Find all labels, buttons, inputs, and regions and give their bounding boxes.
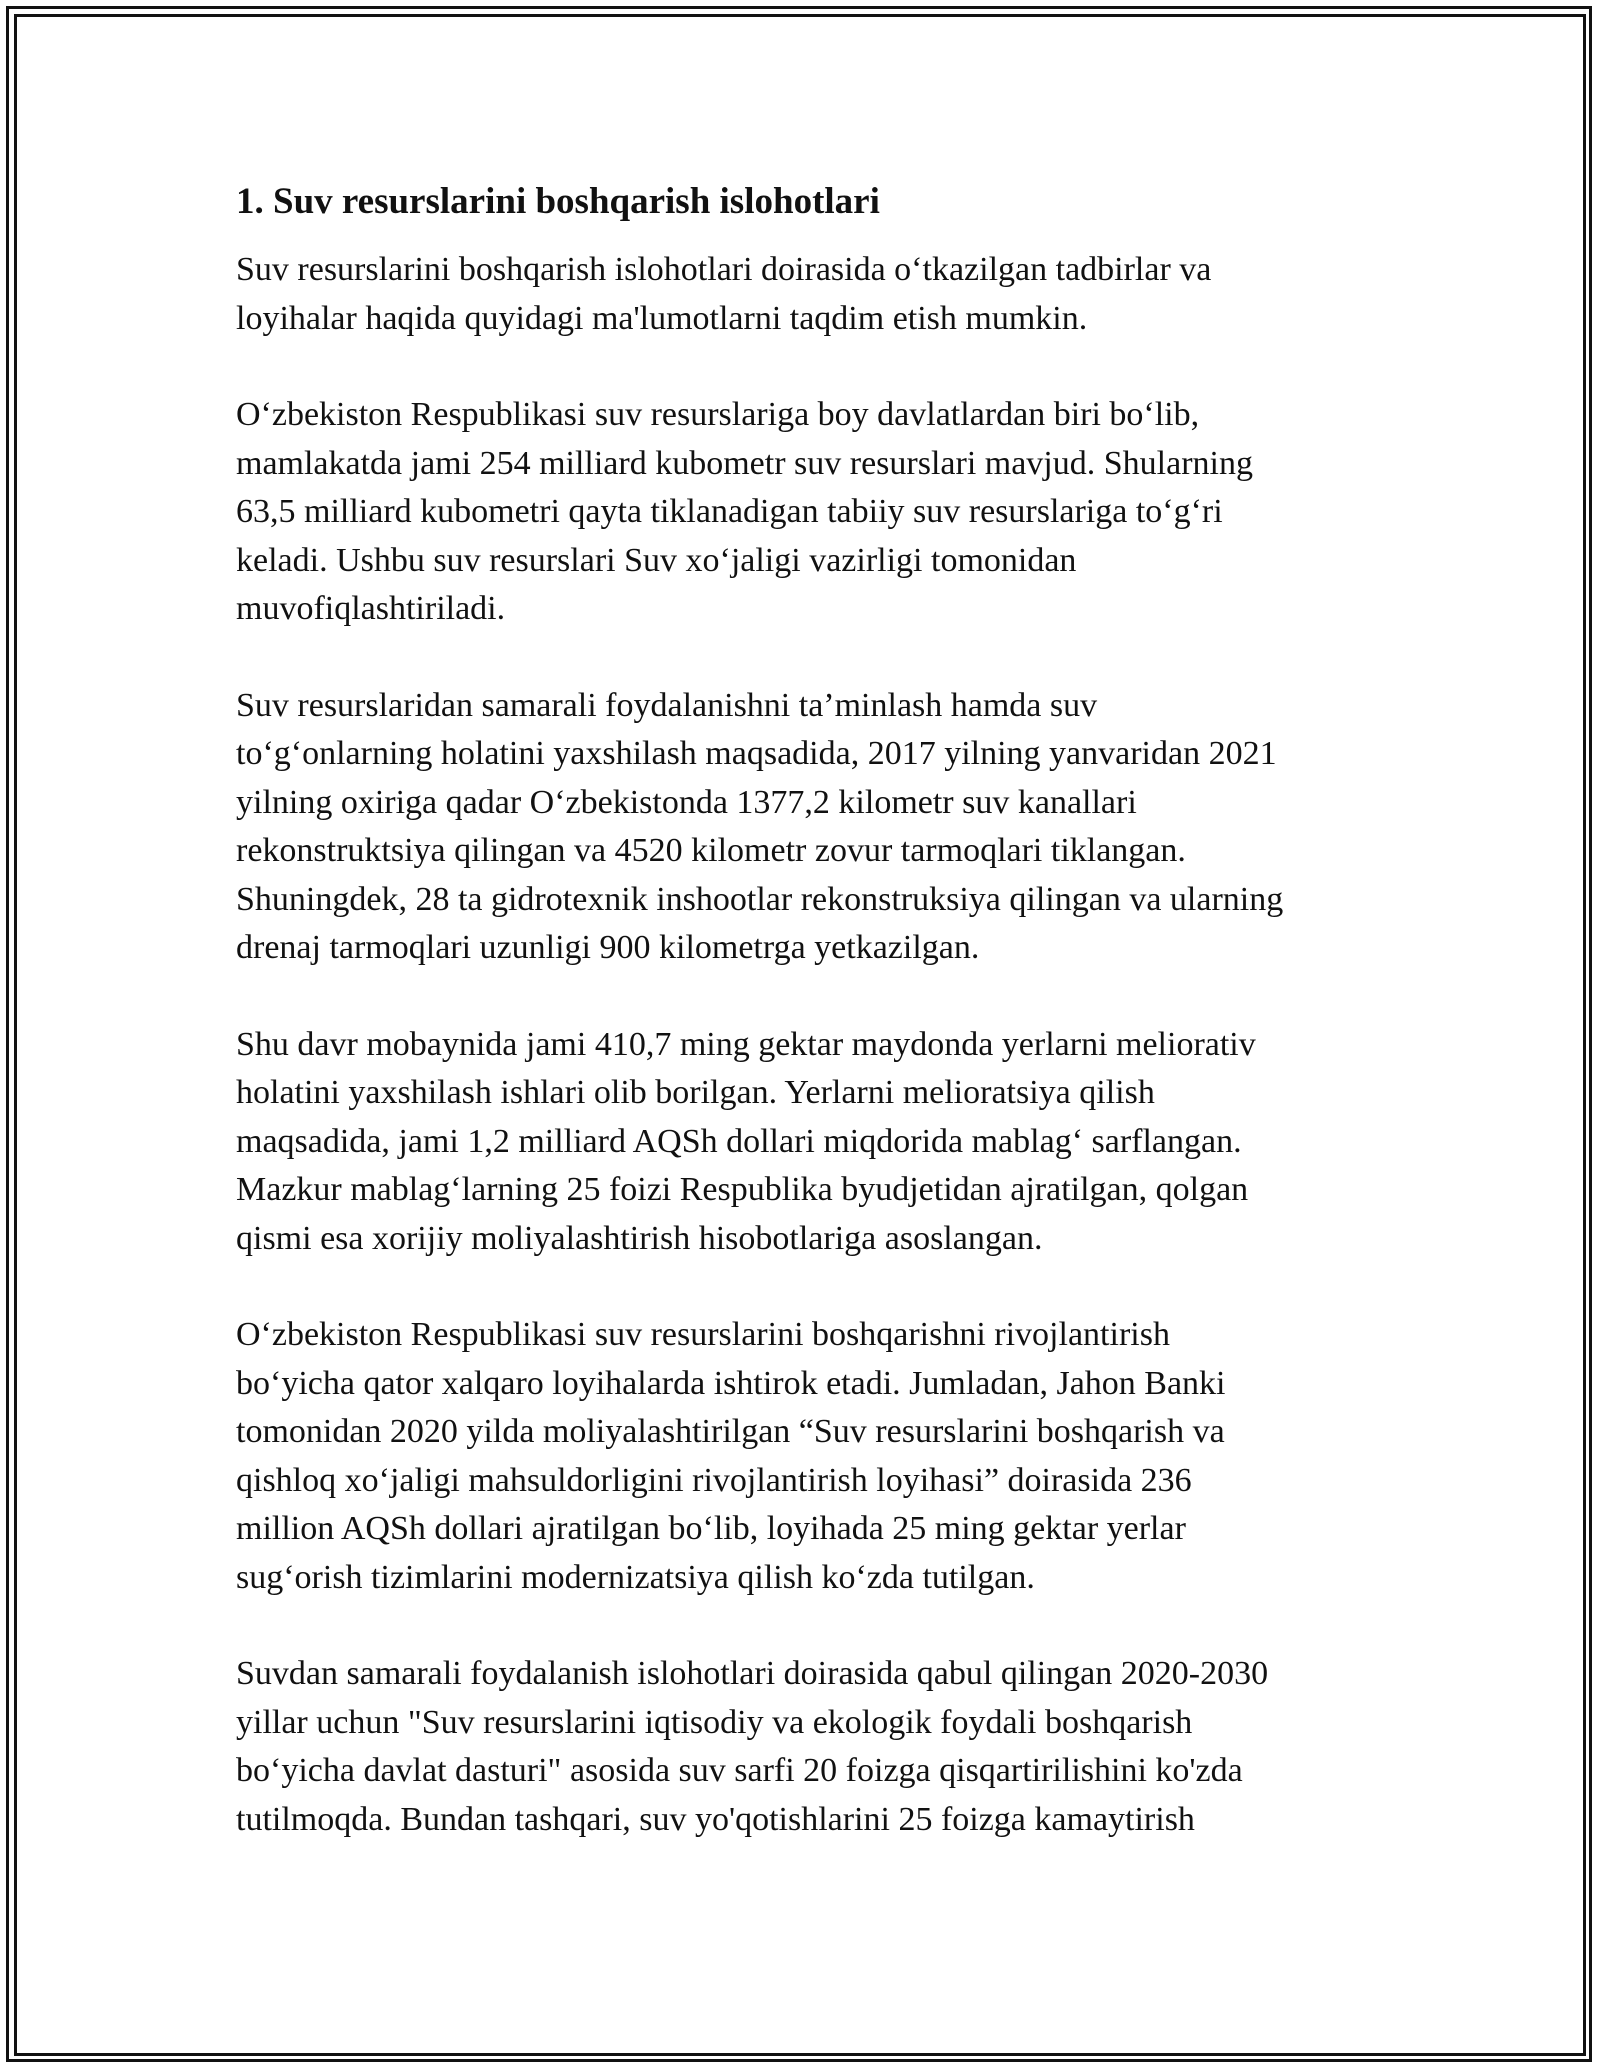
- text-line: Suvdan samarali foydalanish islohotlari doirasida qabul qilingan 2020-2030: [236, 1655, 1269, 1692]
- text-line: yilning oxiriga qadar O‘zbekistonda 1377,2 kilometr suv kanallari: [236, 783, 1137, 821]
- paragraph-water-resources: [236, 391, 1396, 634]
- section-heading: 1. Suv resurslarini boshqarish islohotlari: [236, 181, 880, 222]
- text-line: Mazkur mablag‘larning 25 foizi Respublika byudjetidan ajratilgan, qolgan: [236, 1171, 1249, 1208]
- text-line: sug‘orish tizimlarini modernizatsiya qilish ko‘zda tutilgan.: [236, 1558, 1035, 1596]
- text-line: mamlakatda jami 254 milliard kubometr suv resurslari mavjud. Shularning: [236, 444, 1253, 482]
- paragraph-canals-reconstruction: [236, 682, 1396, 973]
- text-line: keladi. Ushbu suv resurslari Suv xo‘jaligi vazirligi tomonidan: [236, 541, 1077, 579]
- text-line: Shuningdek, 28 ta gidrotexnik inshootlar rekonstruksiya qilingan va ularning: [236, 880, 1284, 918]
- text-line: bo‘yicha qator xalqaro loyihalarda ishtirok etadi. Jumladan, Jahon Banki: [236, 1364, 1226, 1402]
- text-line: 63,5 milliard kubometri qayta tiklanadigan tabiiy suv resurslariga to‘g‘ri: [236, 493, 1223, 530]
- text-line: tomonidan 2020 yilda moliyalashtirilgan “Suv resurslarini boshqarish va: [236, 1413, 1225, 1450]
- text-line: Suv resurslarini boshqarish islohotlari doirasida o‘tkazilgan tadbirlar va: [236, 251, 1212, 288]
- paragraph-land-melioration: [236, 1021, 1396, 1264]
- text-line: qismi esa xorijiy moliyalashtirish hisobotlariga asoslangan.: [236, 1219, 1043, 1257]
- text-line: O‘zbekiston Respublikasi suv resurslariga boy davlatlardan biri bo‘lib,: [236, 396, 1200, 433]
- text-line: holatini yaxshilash ishlari olib borilgan. Yerlarni melioratsiya qilish: [236, 1074, 1155, 1111]
- text-line: rekonstruktsiya qilingan va 4520 kilometr zovur tarmoqlari tiklangan.: [236, 832, 1186, 869]
- text-line: bo‘yicha davlat dasturi" asosida suv sarfi 20 foizga qisqartirilishini ko'zda: [236, 1752, 1243, 1789]
- text-line: qishloq xo‘jaligi mahsuldorligini rivojlantirish loyihasi” doirasida 236: [236, 1461, 1192, 1499]
- text-line: muvofiqlashtiriladi.: [236, 590, 506, 627]
- text-line: maqsadida, jami 1,2 milliard AQSh dollari miqdorida mablag‘ sarflangan.: [236, 1122, 1242, 1160]
- text-line: million AQSh dollari ajratilgan bo‘lib, loyihada 25 ming gektar yerlar: [236, 1510, 1186, 1547]
- text-line: to‘g‘onlarning holatini yaxshilash maqsadida, 2017 yilning yanvaridan 2021: [236, 735, 1277, 772]
- text-line: O‘zbekiston Respublikasi suv resurslarini boshqarishni rivojlantirish: [236, 1316, 1170, 1353]
- text-line: drenaj tarmoqlari uzunligi 900 kilometrga yetkazilgan.: [236, 929, 980, 966]
- text-line: Suv resurslaridan samarali foydalanishni ta’minlash hamda suv: [236, 686, 1098, 724]
- text-line: loyihalar haqida quyidagi ma'lumotlarni taqdim etish mumkin.: [236, 299, 1088, 337]
- text-line: Shu davr mobaynida jami 410,7 ming gektar maydonda yerlarni meliorativ: [236, 1025, 1256, 1063]
- document-body: [236, 178, 1396, 1892]
- text-line: yillar uchun "Suv resurslarini iqtisodiy va ekologik foydali boshqarish: [236, 1703, 1193, 1741]
- paragraph-intro: [236, 246, 1396, 343]
- paragraph-state-program: [236, 1650, 1396, 1844]
- text-line: tutilmoqda. Bundan tashqari, suv yo'qotishlarini 25 foizga kamaytirish: [236, 1800, 1195, 1838]
- paragraph-international-projects: [236, 1311, 1396, 1602]
